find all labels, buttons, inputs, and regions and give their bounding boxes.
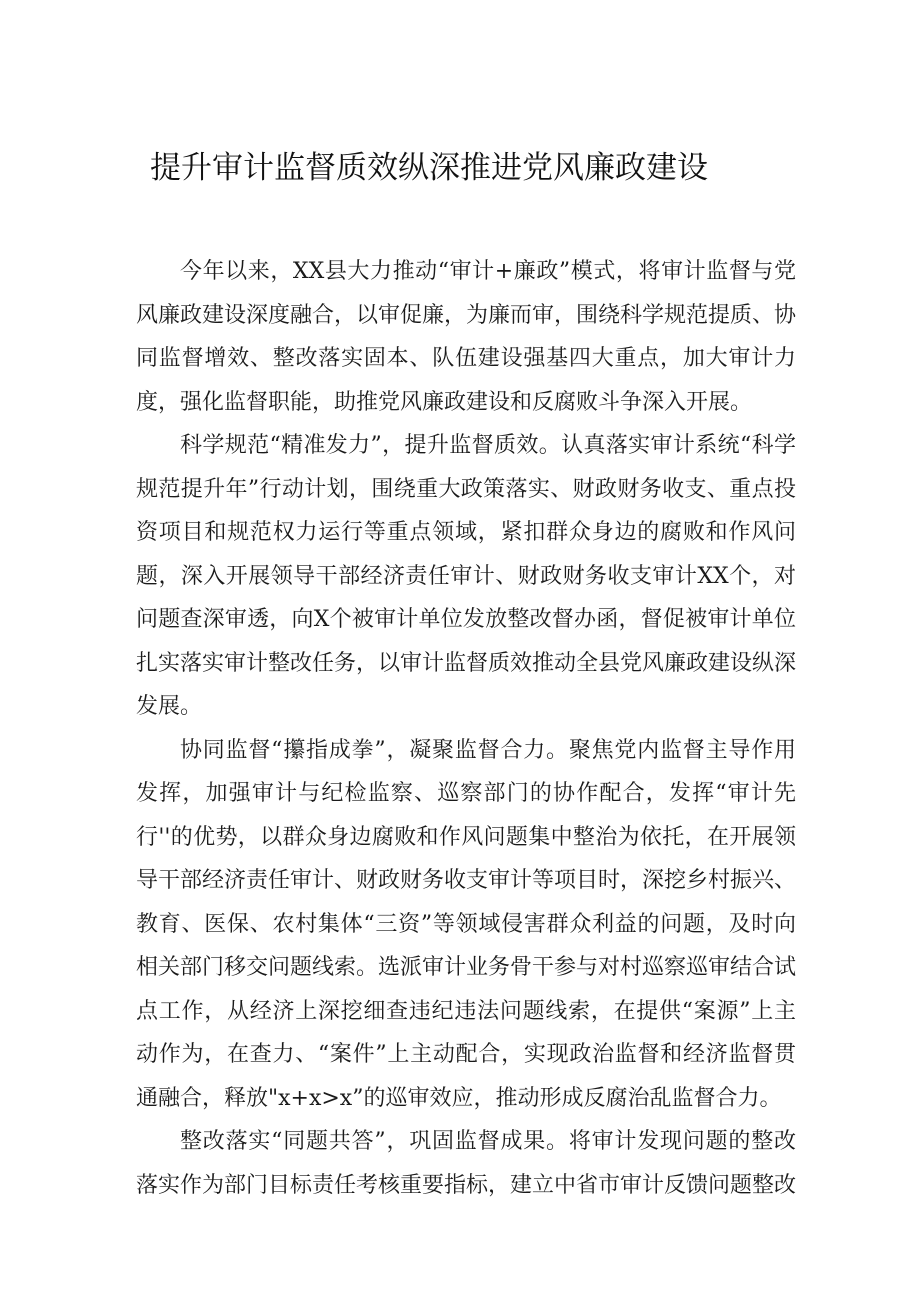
document-body	[136, 250, 796, 1207]
paragraph-intro: 今年以来，XX县大力推动“审计+廉政”模式，将审计监督与党风廉政建设深度融合，以审促廉，为廉而审，围绕科学规范提质、协同监督增效、整改落实固本、队伍建设强基四大重点，加大审计力度，强化监督职能，助推党风廉政建设和反腐败斗争深入开展。	[136, 259, 797, 415]
paragraph-rectification: 整改落实“同题共答”，巩固监督成果。将审计发现问题的整改落实作为部门目标责任考核重要指标，建立中省市审计反馈问题整改	[136, 1129, 797, 1198]
document-title: 提升审计监督质效纵深推进党风廉政建设	[150, 150, 708, 186]
paragraph-scientific-standards: 科学规范“精准发力”，提升监督质效。认真落实审计系统“科学规范提升年”行动计划，围绕重大政策落实、财政财务收支、重点投资项目和规范权力运行等重点领域，紧扣群众身边的腐败和作风问题，深入开展领导干部经济责任审计、财政财务收支审计XX个，对问题查深审透，向X个被审计单位发放整改督办函，督促被审计单位扎实落实审计整改任务，以审计监督质效推动全县党风廉政建设纵深发展。	[136, 433, 797, 719]
paragraph-collaborative-supervision: 协同监督“攥指成拳”，凝聚监督合力。聚焦党内监督主导作用发挥，加强审计与纪检监察、巡察部门的协作配合，发挥“审计先行''的优势，以群众身边腐败和作风问题集中整治为依托，在开展领导干部经济责任审计、财政财务收支审计等项目时，深挖乡村振兴、教育、医保、农村集体“三资”等领域侵害群众利益的问题，及时向相关部门移交问题线索。选派审计业务骨干参与对村巡察巡审结合试点工作，从经济上深挖细查违纪违法问题线索，在提供“案源”上主动作为，在查力、“案件”上主动配合，实现政治监督和经济监督贯通融合，释放"x+x>x”的巡审效应，推动形成反腐治乱监督合力。	[136, 737, 797, 1111]
